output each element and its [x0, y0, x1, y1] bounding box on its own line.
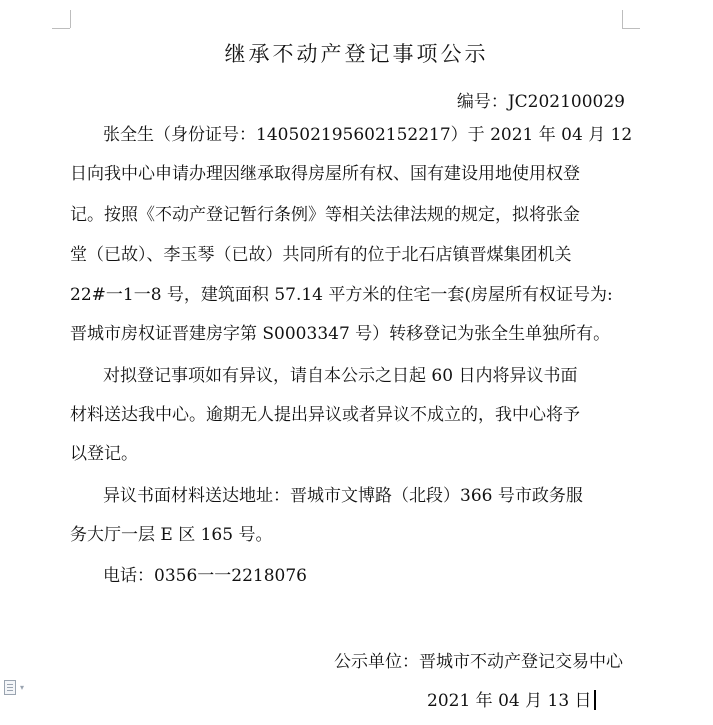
crop-mark-top-left — [70, 10, 71, 28]
body-line: 异议书面材料送达地址：晋城市文博路（北段）366 号市政务服 — [103, 486, 583, 506]
body-line: 以登记。 — [70, 444, 138, 464]
document-title: 继承不动产登记事项公示 — [224, 42, 489, 66]
crop-mark-top-right — [622, 10, 623, 28]
body-line: 堂（已故）、李玉琴（已故）共同所有的位于北石店镇晋煤集团机关 — [70, 245, 572, 265]
signature-unit: 公示单位：晋城市不动产登记交易中心 — [334, 652, 623, 672]
body-line: 务大厅一层 E 区 165 号。 — [70, 525, 273, 545]
body-line: 材料送达我中心。逾期无人提出异议或者异议不成立的，我中心将予 — [70, 405, 580, 425]
caret-down-icon[interactable]: ▾ — [20, 683, 25, 692]
phone-line: 电话：0356一一2218076 — [103, 566, 307, 586]
body-line: 日向我中心申请办理因继承取得房屋所有权、国有建设用地使用权登 — [70, 164, 580, 184]
body-line: 张全生（身份证号：140502195602152217）于 2021 年 04 月 12 — [103, 125, 633, 145]
body-line: 对拟登记事项如有异议，请自本公示之日起 60 日内将异议书面 — [103, 366, 578, 386]
signature-date-container — [427, 686, 596, 711]
crop-mark-top-left-h — [52, 28, 70, 29]
document-icon[interactable] — [4, 680, 16, 695]
text-cursor — [594, 690, 596, 710]
body-line: 晋城市房权证晋建房字第 S0003347 号）转移登记为张全生单独所有。 — [70, 324, 611, 344]
body-line: 记。按照《不动产登记暂行条例》等相关法律法规的规定，拟将张金 — [70, 205, 580, 225]
body-line: 22#一1一8 号，建筑面积 57.14 平方米的住宅一套(房屋所有权证号为: — [70, 285, 613, 305]
crop-mark-top-right-h — [622, 28, 640, 29]
signature-date: 2021 年 04 月 13 日 — [427, 691, 592, 711]
document-number: 编号：JC202100029 — [456, 92, 625, 112]
